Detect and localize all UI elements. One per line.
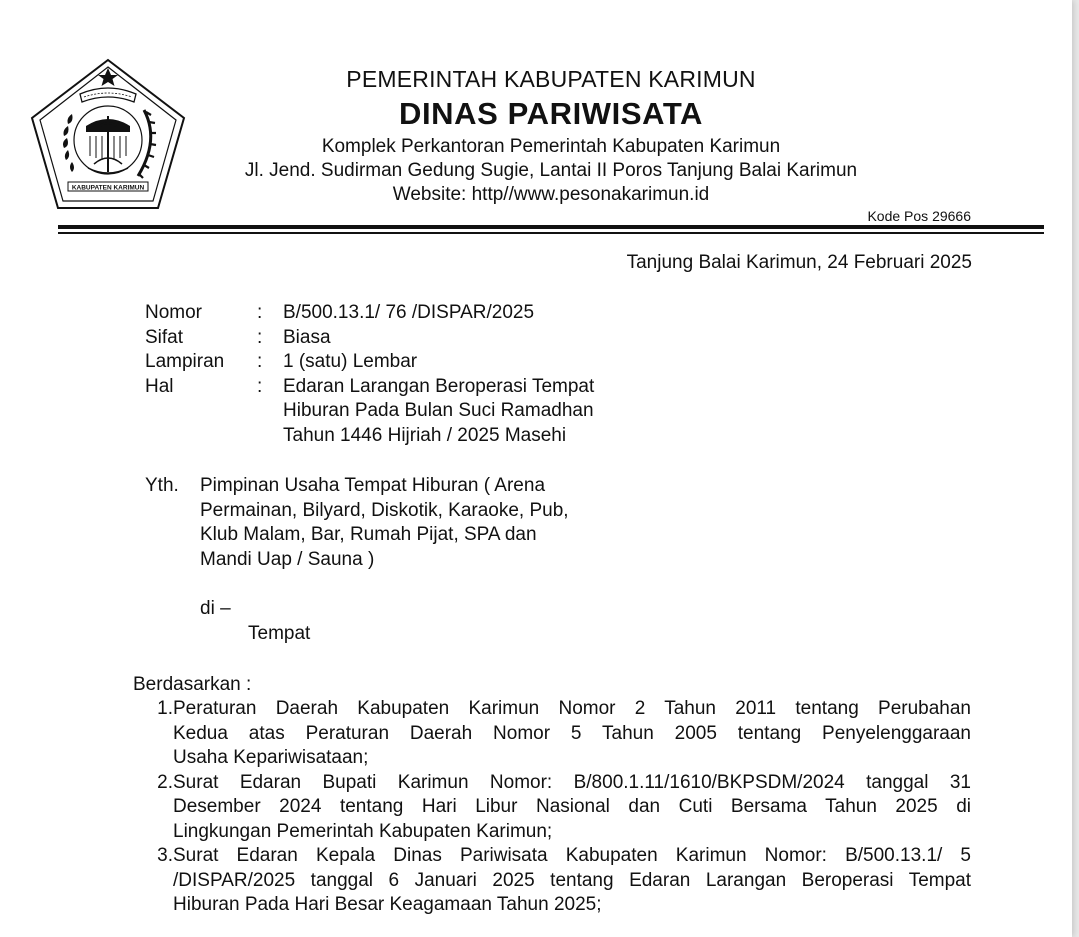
letterhead-divider-thin <box>58 232 1044 234</box>
list-item-line: Lingkungan Pemerintah Kabupaten Karimun; <box>173 820 553 842</box>
letterhead-agency: DINAS PARIWISATA <box>398 96 704 131</box>
meta-row-hal <box>145 375 594 449</box>
list-item-line: Hiburan Pada Hari Besar Keagamaan Tahun 2025; <box>173 894 602 915</box>
recipient-di: di – <box>200 598 231 619</box>
recipient-address <box>200 474 569 572</box>
letterhead-address-line2: Jl. Jend. Sudirman Gedung Sugie, Lantai II Poros Tanjung Balai Karimun <box>244 160 858 181</box>
list-item-line: Kedua atas Peraturan Daerah Nomor 5 Tahun 2005 tentang Penyelenggaraan <box>173 722 971 744</box>
list-item <box>133 697 971 771</box>
list-item-line: Surat Edaran Bupati Karimun Nomor: B/800.1.11/1610/BKPSDM/2024 tanggal 31 <box>173 771 971 793</box>
meta-colon: : <box>257 375 263 397</box>
svg-text:KABUPATEN KARIMUN: KABUPATEN KARIMUN <box>71 184 145 192</box>
list-item-line: Surat Edaran Kepala Dinas Pariwisata Kabupaten Karimun Nomor: B/500.13.1/ 5 <box>173 845 971 866</box>
meta-row-nomor <box>145 301 594 326</box>
list-item-text <box>173 771 971 845</box>
meta-colon: : <box>257 326 263 348</box>
letterhead-government: PEMERINTAH KABUPATEN KARIMUN <box>346 66 756 92</box>
meta-value: Biasa <box>283 326 331 348</box>
meta-row-sifat <box>145 326 594 351</box>
list-item-number: 3. <box>157 845 173 866</box>
hal-line: Hiburan Pada Bulan Suci Ramadhan <box>283 400 594 421</box>
recipient-line: Klub Malam, Bar, Rumah Pijat, SPA dan <box>200 524 537 545</box>
meta-colon: : <box>257 351 263 372</box>
meta-row-lampiran <box>145 350 594 375</box>
letterhead-postal-code: Kode Pos 29666 <box>867 208 971 224</box>
list-item-number: 2. <box>157 771 173 793</box>
list-item-number: 1. <box>157 698 173 719</box>
list-item <box>133 844 971 918</box>
legal-basis-list <box>133 697 971 918</box>
list-item-text <box>173 844 971 918</box>
letterhead-divider-thick <box>58 225 1044 229</box>
meta-colon: : <box>257 302 263 323</box>
meta-value: 1 (satu) Lembar <box>283 351 418 372</box>
recipient-label: Yth. <box>145 475 179 496</box>
letter-meta <box>145 301 594 448</box>
list-item <box>133 771 971 845</box>
meta-label: Lampiran <box>145 351 225 372</box>
recipient-line: Pimpinan Usaha Tempat Hiburan ( Arena <box>200 475 546 496</box>
hal-line: Edaran Larangan Beroperasi Tempat <box>283 375 595 397</box>
meta-value-hal <box>283 375 594 449</box>
recipient-tempat: Tempat <box>248 623 311 644</box>
meta-value: B/500.13.1/ 76 /DISPAR/2025 <box>283 302 535 323</box>
list-item-line: Peraturan Daerah Kabupaten Karimun Nomor 2 Tahun 2011 tentang Perubahan <box>173 698 971 719</box>
meta-label: Nomor <box>145 302 203 323</box>
list-item-line: Usaha Kepariwisataan; <box>173 747 369 768</box>
list-item-line: Desember 2024 tentang Hari Libur Nasional dan Cuti Bersama Tahun 2025 di <box>173 796 971 817</box>
body-intro: Berdasarkan : <box>133 674 252 695</box>
letterhead-website: Website: http//www.pesonakarimun.id <box>392 184 710 205</box>
letterhead-address-line1: Komplek Perkantoran Pemerintah Kabupaten Karimun <box>321 136 781 157</box>
recipient-line: Mandi Uap / Sauna ) <box>200 548 375 570</box>
letter-date: Tanjung Balai Karimun, 24 Februari 2025 <box>626 252 972 273</box>
hal-line: Tahun 1446 Hijriah / 2025 Masehi <box>283 424 567 446</box>
meta-label: Hal <box>145 375 174 397</box>
list-item-text <box>173 697 971 771</box>
list-item-line: /DISPAR/2025 tanggal 6 Januari 2025 tentang Edaran Larangan Beroperasi Tempat <box>173 869 971 891</box>
recipient-line: Permainan, Bilyard, Diskotik, Karaoke, Pub, <box>200 499 569 521</box>
meta-label: Sifat <box>145 326 184 348</box>
